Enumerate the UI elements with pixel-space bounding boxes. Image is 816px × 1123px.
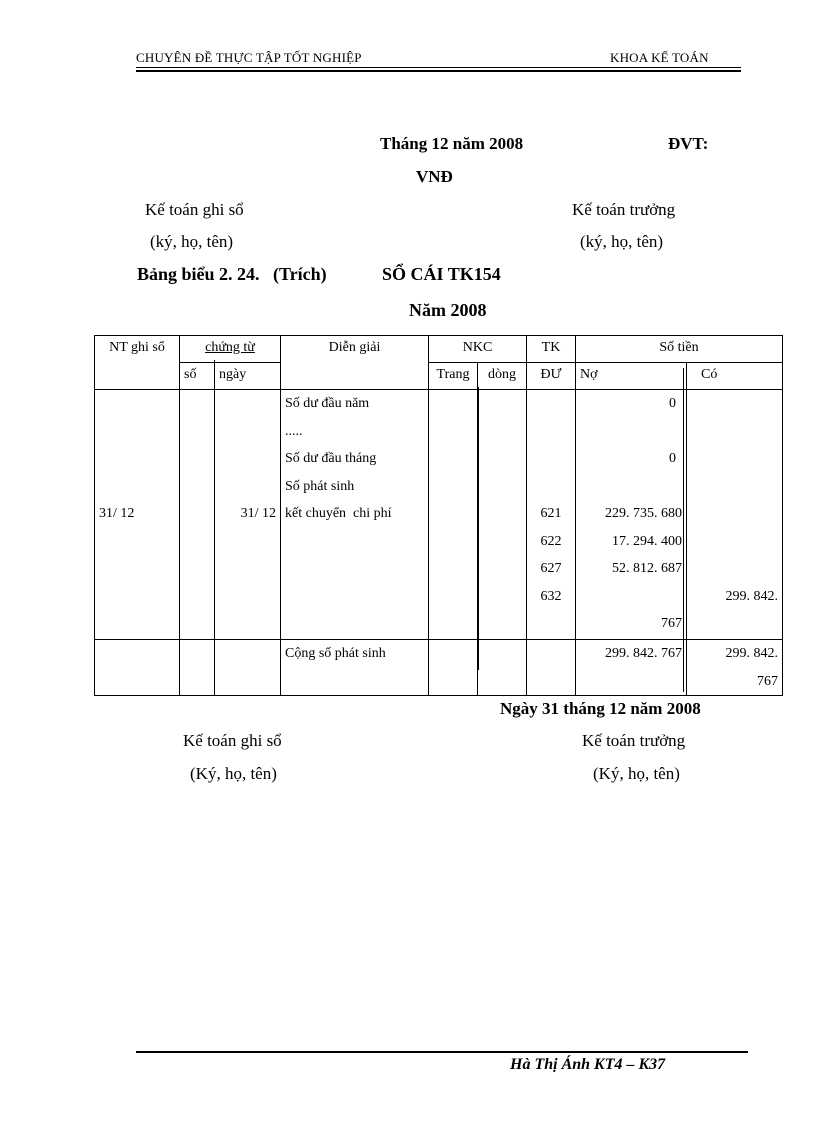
total-co (687, 640, 783, 696)
dien-giai-line: Số dư đầu tháng (285, 451, 377, 466)
no-line: 229. 735. 680 (605, 506, 682, 521)
header-right: KHOA KẾ TOÁN (610, 50, 709, 65)
col-so (180, 390, 215, 640)
tick-ngay (214, 360, 215, 670)
ngay-line (219, 528, 276, 556)
co-line (691, 445, 778, 473)
ngay-line (219, 418, 276, 446)
no-line: 767 (661, 616, 682, 631)
no-line: 0 (669, 396, 676, 411)
th-du: ĐƯ (527, 363, 576, 390)
no-line (580, 418, 682, 446)
month-line: Tháng 12 năm 2008 (380, 134, 524, 153)
col-no (576, 390, 687, 640)
ngay-line (219, 390, 276, 418)
ngay-line (219, 445, 276, 473)
total-label-text: Cộng số phát sinh (285, 646, 386, 661)
title-prefix: Bảng biểu 2. 24. (Trích) (137, 264, 327, 284)
no-line (580, 583, 682, 611)
unit-label: ĐVT: (668, 134, 709, 153)
co-line (691, 418, 778, 446)
dien-giai-line: ..... (285, 423, 303, 439)
co-line (691, 610, 778, 638)
tick-co (683, 368, 684, 692)
footer-right-signer: Kế toán trưởng (582, 731, 686, 750)
header-rule-bottom (136, 70, 741, 72)
co-line (691, 528, 778, 556)
total-ngay (215, 640, 281, 696)
nt-line (99, 610, 175, 638)
col-dien-giai (281, 390, 429, 640)
total-co-line-1: 299. 842. (725, 646, 778, 661)
tick-dong (478, 387, 479, 670)
footer-date: Ngày 31 tháng 12 năm 2008 (500, 699, 701, 718)
total-tk (527, 640, 576, 696)
nt-line (99, 583, 175, 611)
nt-line (99, 473, 175, 501)
th-so: số (180, 363, 215, 390)
th-dien-giai: Diễn giải (281, 336, 429, 390)
th-chung-tu (180, 336, 281, 363)
col-trang (429, 390, 478, 640)
nt-line (99, 528, 175, 556)
footer-left-sign-note: (Ký, họ, tên) (190, 764, 277, 783)
tk-line (531, 445, 571, 473)
header-row-2 (95, 363, 783, 390)
th-so-tien: Số tiền (576, 336, 783, 363)
tk-line: 622 (540, 533, 562, 549)
total-no (576, 640, 687, 696)
ngay-line (219, 610, 276, 638)
tk-line: 632 (540, 588, 562, 604)
dien-giai-line (285, 610, 424, 638)
dien-giai-line (285, 528, 424, 556)
no-line: 17. 294. 400 (612, 533, 682, 549)
ngay-line (219, 555, 276, 583)
dien-giai-line (285, 583, 424, 611)
ngay-line: 31/ 12 (240, 506, 276, 521)
th-chung-tu-text: chứng từ (205, 340, 255, 355)
nt-line (99, 555, 175, 583)
header-rule-top (136, 67, 741, 68)
ngay-line (219, 583, 276, 611)
co-line (691, 500, 778, 528)
footer-right-sign-note: (Ký, họ, tên) (593, 764, 680, 783)
top-right-sign-note: (ký, họ, tên) (580, 232, 664, 251)
co-line: 299. 842. (725, 588, 778, 604)
total-no-text: 299. 842. 767 (605, 646, 682, 661)
unit-value: VNĐ (416, 167, 453, 186)
col-co (687, 390, 783, 640)
top-right-signer: Kế toán trưởng (572, 200, 676, 219)
title-year: Năm 2008 (409, 300, 487, 320)
top-left-sign-note: (ký, họ, tên) (150, 232, 234, 251)
tk-line (531, 390, 571, 418)
footer-left-signer: Kế toán ghi sổ (183, 731, 282, 750)
dien-giai-line: kết chuyển chi phí (285, 506, 392, 521)
tk-line (531, 473, 571, 501)
co-line (691, 473, 778, 501)
no-line (580, 473, 682, 501)
col-ngay (215, 390, 281, 640)
th-ngay: ngày (215, 363, 281, 390)
co-line (691, 555, 778, 583)
total-label (281, 640, 429, 696)
top-left-signer: Kế toán ghi sổ (145, 200, 244, 219)
th-nt: NT ghi sổ (95, 336, 180, 390)
header-row-1 (95, 336, 783, 363)
total-row (95, 640, 783, 696)
tk-line (531, 418, 571, 446)
header-left: CHUYÊN ĐỀ THỰC TẬP TỐT NGHIỆP (136, 50, 362, 65)
tk-line: 621 (540, 506, 562, 521)
total-so (180, 640, 215, 696)
dien-giai-line (285, 555, 424, 583)
th-co: Có (687, 363, 783, 390)
dien-giai-line: Số dư đầu năm (285, 396, 370, 411)
th-no: Nợ (576, 363, 687, 390)
col-nt (95, 390, 180, 640)
nt-line (99, 445, 175, 473)
th-nkc: NKC (429, 336, 527, 363)
total-dong (478, 640, 527, 696)
total-nt (95, 640, 180, 696)
tk-line: 627 (540, 561, 562, 576)
col-tk (527, 390, 576, 640)
nt-line: 31/ 12 (99, 506, 135, 521)
th-tk: TK (527, 336, 576, 363)
col-dong (478, 390, 527, 640)
ledger-table (94, 335, 783, 696)
nt-line (99, 418, 175, 446)
footer-rule (136, 1051, 748, 1053)
total-co-line-2: 767 (757, 673, 778, 689)
nt-line (99, 390, 175, 418)
body-row (95, 390, 783, 640)
ngay-line (219, 473, 276, 501)
th-trang: Trang (429, 363, 478, 390)
dien-giai-line: Số phát sinh (285, 478, 355, 494)
no-line: 0 (669, 451, 676, 466)
title-main: SỔ CÁI TK154 (382, 264, 501, 284)
co-line (691, 390, 778, 418)
total-trang (429, 640, 478, 696)
tk-line (531, 610, 571, 638)
page-footer-author: Hà Thị Ánh KT4 – K37 (510, 1056, 666, 1073)
th-dong: dòng (478, 363, 527, 390)
no-line: 52. 812. 687 (612, 561, 682, 576)
